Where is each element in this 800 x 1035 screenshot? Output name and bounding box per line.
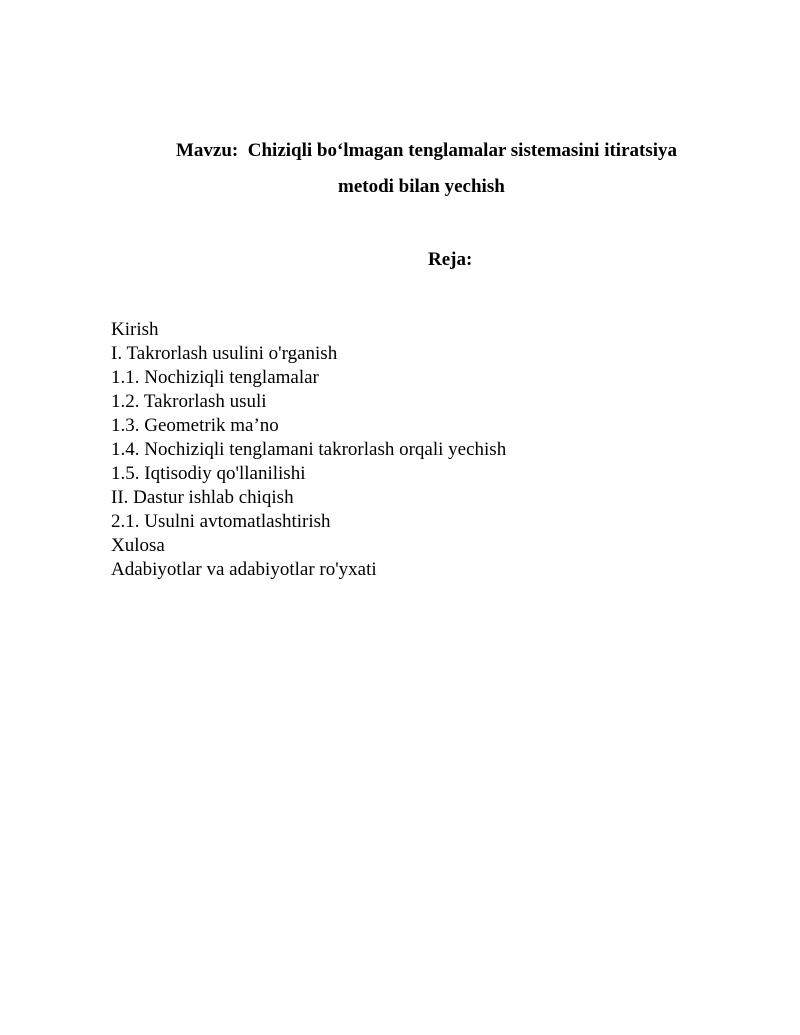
document-title-line-1: Mavzu: Chiziqli bo‘lmagan tenglamalar sistemasini itiratsiya bbox=[176, 140, 678, 161]
toc-item-1-3: 1.3. Geometrik ma’no bbox=[111, 415, 279, 436]
toc-item-1-4: 1.4. Nochiziqli tenglamani takrorlash orqali yechish bbox=[111, 439, 507, 460]
toc-item-chapter-1: I. Takrorlash usulini o'rganish bbox=[111, 343, 338, 364]
table-of-contents bbox=[111, 318, 506, 582]
toc-item-references: Adabiyotlar va adabiyotlar ro'yxati bbox=[111, 559, 377, 580]
plan-heading: Reja: bbox=[428, 249, 473, 270]
toc-item-kirish: Kirish bbox=[111, 319, 159, 340]
toc-item-2-1: 2.1. Usulni avtomatlashtirish bbox=[111, 511, 331, 532]
toc-item-chapter-2: II. Dastur ishlab chiqish bbox=[111, 487, 294, 508]
toc-item-xulosa: Xulosa bbox=[111, 535, 165, 556]
toc-item-1-1: 1.1. Nochiziqli tenglamalar bbox=[111, 367, 319, 388]
document-title-line-2: metodi bilan yechish bbox=[338, 176, 505, 197]
toc-item-1-5: 1.5. Iqtisodiy qo'llanilishi bbox=[111, 463, 306, 484]
toc-item-1-2: 1.2. Takrorlash usuli bbox=[111, 391, 267, 412]
